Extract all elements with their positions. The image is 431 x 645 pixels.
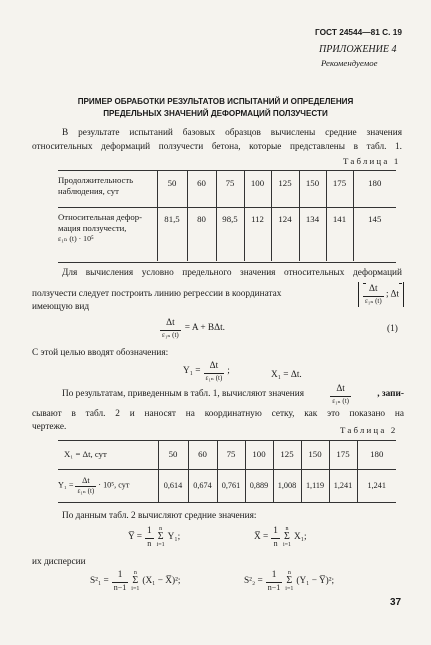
- table2-row-x: [58, 441, 396, 469]
- section-title-line2: ПРЕДЕЛЬНЫХ ЗНАЧЕНИЙ ДЕФОРМАЦИЙ ПОЛЗУЧЕСТИ: [103, 109, 328, 118]
- y-definition: [183, 360, 230, 383]
- para2-line3: имеющую вид: [32, 302, 90, 312]
- table1-strain-label-l3: ε₁ₙ (t) · 10⁵: [58, 233, 94, 243]
- para2-line2-text: ползучести следует построить линию регрессии в координатах: [32, 289, 282, 300]
- table2-y-label: [58, 469, 158, 502]
- table1: [58, 171, 396, 261]
- table1-cell: 112: [244, 207, 271, 261]
- table1-row-strain: [58, 207, 396, 261]
- s1-coef-den: n−1: [113, 582, 127, 592]
- table1-strain-label-l1: Относительная дефор-: [58, 212, 142, 222]
- s1-sum-bottom: i=1: [131, 586, 140, 593]
- para3-frac-num: Δt: [330, 383, 351, 397]
- s1-coef-num: 1: [112, 569, 129, 583]
- mean-y-coef-num: 1: [145, 525, 154, 539]
- table2-x-label: X₁ = Δt, сут: [64, 449, 107, 460]
- table2-caption: Таблица 2: [340, 425, 398, 435]
- table2-cell: 180: [357, 441, 396, 469]
- para3-frac-den: ε₁ₙ (t): [332, 396, 349, 405]
- equation-1: [160, 317, 225, 340]
- sum-icon: n Σ i=1: [285, 570, 294, 593]
- s2-term: (Y₁ − Y̅)²;: [296, 575, 335, 586]
- mean-x-term: X₁;: [294, 531, 307, 542]
- s2-coef-num: 1: [266, 569, 283, 583]
- table2: [58, 441, 396, 502]
- table2-cell: 75: [217, 441, 245, 469]
- table2-cell: 150: [301, 441, 329, 469]
- standard-header: ГОСТ 24544—81 С. 19: [315, 27, 402, 37]
- para2-line1: Для вычисления условно предельного значения относительных деформаций: [62, 268, 402, 278]
- intro-line1: В результате испытаний базовых образцов вычислены средние значения: [62, 128, 402, 138]
- y-def-num: Δt: [204, 360, 225, 374]
- table1-cell: 98,5: [216, 207, 244, 261]
- eq1-den: ε₁ₙ (t): [162, 330, 179, 339]
- mean-y-term: Y₁;: [167, 531, 181, 542]
- table1-duration-label-l2: наблюдения, сут: [58, 185, 119, 196]
- table2-cell: 0,761: [217, 469, 245, 502]
- table2-cell: 100: [245, 441, 273, 469]
- table1-strain-label: [58, 207, 157, 261]
- para3-line1-end: , запи-: [377, 389, 404, 400]
- table2-y-label-fraction: [75, 475, 96, 497]
- table2-bottom-rule: [58, 502, 396, 503]
- mean-x-coef-den: n: [273, 538, 278, 548]
- table2-cell: 175: [329, 441, 357, 469]
- eq1-rhs: = A + BΔt.: [184, 323, 225, 334]
- table2-cell: 60: [188, 441, 217, 469]
- mean-x-coef-num: 1: [271, 525, 280, 539]
- table1-cell: 134: [299, 207, 326, 261]
- table1-cell: 60: [187, 171, 216, 207]
- table1-cell: 80: [187, 207, 216, 261]
- table1-cell: 100: [244, 171, 271, 207]
- table2-cell: 1,008: [273, 469, 301, 502]
- appendix-label: ПРИЛОЖЕНИЕ 4: [319, 44, 397, 55]
- means-intro: По данным табл. 2 вычисляют средние значения:: [62, 511, 257, 521]
- y-def-lhs: Y₁ =: [183, 366, 201, 377]
- y-def-end: ;: [227, 366, 230, 377]
- para3-line1: [62, 383, 404, 406]
- variance-s2-formula: [244, 569, 334, 593]
- coord-fraction-num: Δt: [363, 283, 384, 297]
- coord-x: Δt: [390, 289, 399, 300]
- mean-y-coef-den: n: [147, 538, 152, 548]
- mean-y-sum-top: n: [159, 526, 163, 533]
- table1-cell: 81,5: [157, 207, 187, 261]
- table2-y-label-den: ε₁ₙ (t): [77, 486, 95, 495]
- mean-x-sum-top: n: [285, 526, 289, 533]
- s2-sum-bottom: i=1: [285, 586, 294, 593]
- table2-y-label-lhs: Y₁ =: [58, 480, 74, 490]
- sum-icon: n Σ i=1: [131, 570, 140, 593]
- section-title-line1: ПРИМЕР ОБРАБОТКИ РЕЗУЛЬТАТОВ ИСПЫТАНИЙ И ОПРЕДЕЛЕНИЯ: [77, 97, 354, 106]
- y-def-fraction: [204, 360, 225, 383]
- mean-x-lhs: X̅ =: [254, 531, 269, 542]
- table2-cell: 1,241: [357, 469, 396, 502]
- table1-cell: 145: [353, 207, 396, 261]
- eq1-fraction: [160, 317, 181, 340]
- table1-cell: 75: [216, 171, 244, 207]
- table1-duration-label: [58, 171, 157, 207]
- mean-y-coef: [145, 525, 154, 549]
- sum-icon: n Σ i=1: [282, 526, 291, 549]
- mean-y-lhs: Y̅ =: [128, 531, 142, 542]
- coord-separator: ;: [386, 289, 389, 300]
- sum-icon: n Σ i=1: [156, 526, 165, 549]
- table1-cell: 125: [271, 171, 299, 207]
- s2-lhs: S²₂ =: [244, 575, 263, 586]
- table1-cell: 150: [299, 171, 326, 207]
- table2-cell: 50: [158, 441, 188, 469]
- variance-intro: их дисперсии: [32, 557, 86, 567]
- table2-y-label-num: Δt: [75, 475, 96, 487]
- page-number: 37: [390, 597, 402, 608]
- s1-lhs: S²₁ =: [90, 575, 109, 586]
- s1-coef: [112, 569, 129, 593]
- intro-line2: относительных деформаций ползучести бетона, которые представлены в табл. 1.: [32, 142, 402, 152]
- table1-cell: 180: [353, 171, 396, 207]
- table1-caption: Таблица 1: [343, 156, 401, 166]
- table2-y-label-unit: · 10⁵, сут: [98, 480, 130, 490]
- x-definition: X₁ = Δt.: [271, 370, 302, 380]
- table1-cell: 124: [271, 207, 299, 261]
- table1-cell: 141: [326, 207, 353, 261]
- s2-sum-top: n: [287, 570, 291, 577]
- para3-line1-text: По результатам, приведенным в табл. 1, вычисляют значения: [62, 389, 304, 400]
- s2-coef-den: n−1: [267, 582, 281, 592]
- para3-fraction: [330, 383, 351, 406]
- eq1-number: (1): [387, 324, 398, 334]
- table1-strain-label-l2: мация ползучести,: [58, 222, 127, 233]
- mean-x-formula: [254, 525, 307, 549]
- notation-intro: С этой целью вводят обозначения:: [32, 348, 169, 358]
- mean-x-coef: [271, 525, 280, 549]
- mean-y-sum-bottom: i=1: [156, 542, 165, 549]
- s1-sum-top: n: [133, 570, 137, 577]
- y-def-den: ε₁ₙ (t): [205, 373, 223, 382]
- mean-y-formula: [128, 525, 180, 549]
- table1-duration-label-l1: Продолжительность: [58, 175, 134, 185]
- variance-s1-formula: [90, 569, 180, 593]
- regression-coordinates: [358, 282, 404, 307]
- table2-cell: 0,889: [245, 469, 273, 502]
- para3-line2: сывают в табл. 2 и наносят на координатную сетку, как это показано на: [32, 409, 404, 419]
- table2-cell: 0,674: [188, 469, 217, 502]
- table2-cell: 125: [273, 441, 301, 469]
- coord-fraction-den: ε₁ₙ (t): [364, 296, 382, 305]
- table1-cell: 50: [157, 171, 187, 207]
- appendix-status: Рекомендуемое: [321, 58, 378, 68]
- table1-bottom-rule: [58, 262, 396, 263]
- coord-fraction: [363, 283, 384, 306]
- table2-cell: 1,241: [329, 469, 357, 502]
- table2-row-y: [58, 469, 396, 502]
- table1-cell: 175: [326, 171, 353, 207]
- table2-cell: 0,614: [158, 469, 188, 502]
- table2-cell: 1,119: [301, 469, 329, 502]
- mean-x-sum-bottom: i=1: [282, 542, 291, 549]
- s1-term: (X₁ − X̅)²;: [142, 575, 181, 586]
- para3-line3: чертеже.: [32, 422, 67, 432]
- s2-coef: [266, 569, 283, 593]
- table1-row-duration: [58, 171, 396, 207]
- eq1-num: Δt: [160, 317, 181, 331]
